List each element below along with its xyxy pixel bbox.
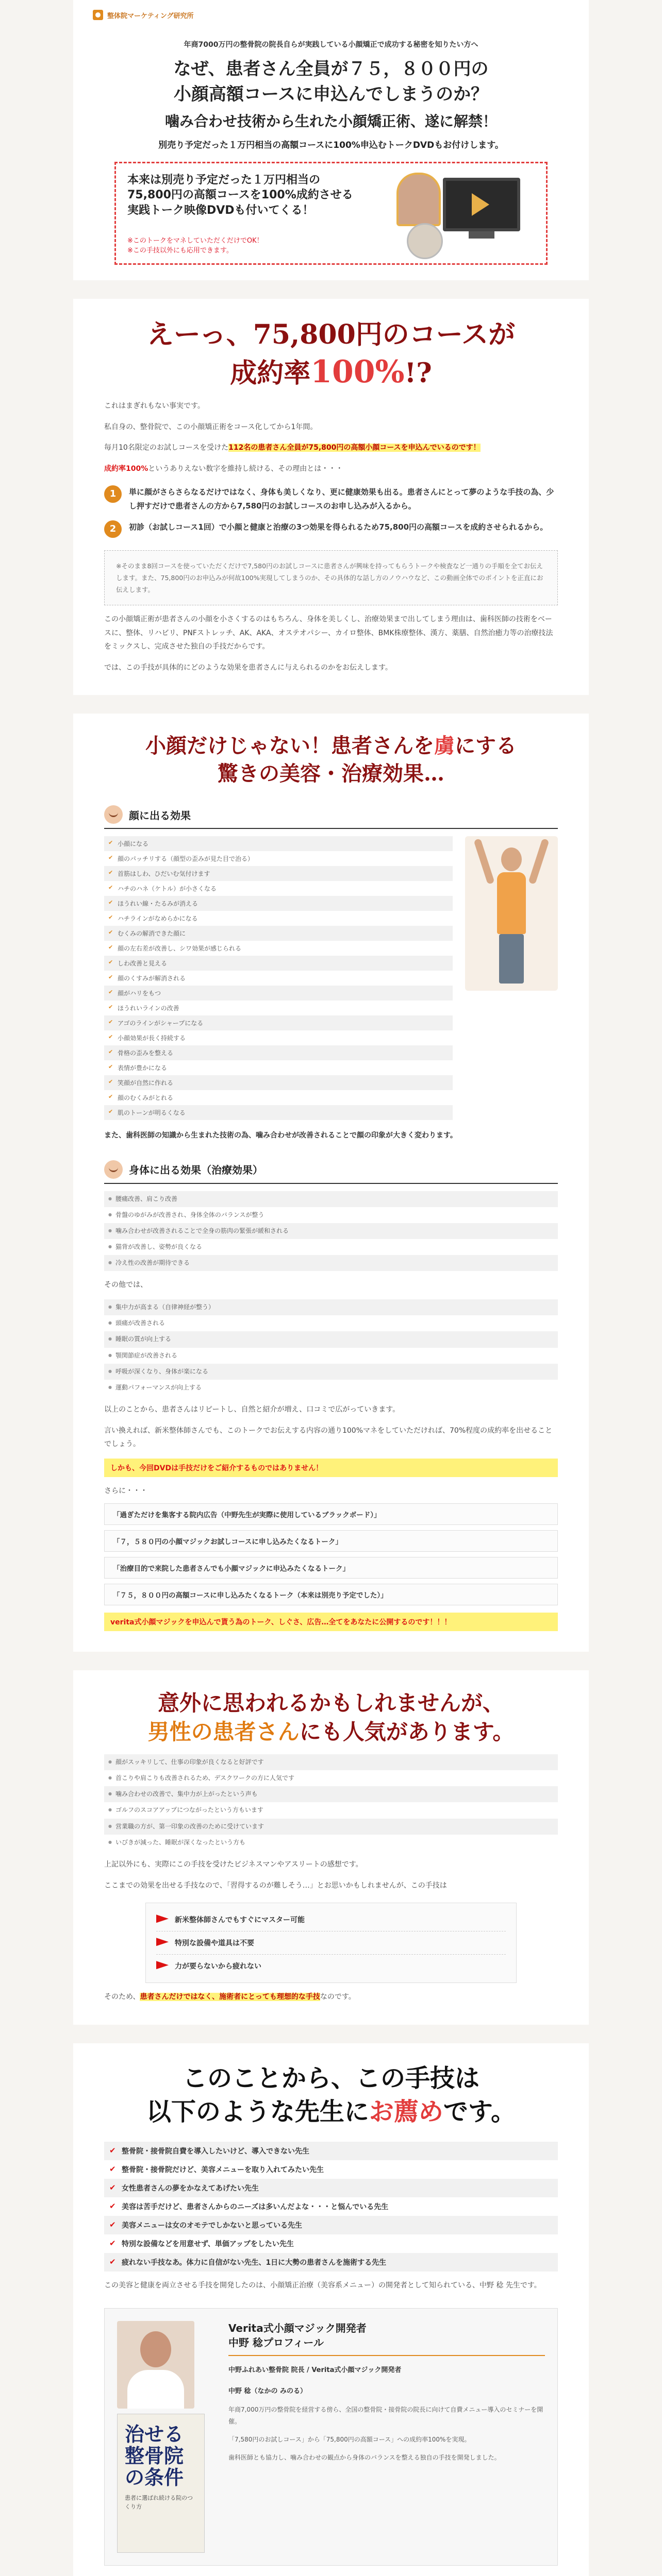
- effects-section: [73, 714, 589, 1651]
- hero-sub: 別売り予定だった１万円相当の高額コースに100%申込むトークDVDもお付けします。: [158, 140, 504, 150]
- list-item: ✔ 肌のトーンが明るくなる: [104, 1105, 453, 1120]
- conversion-title: [104, 317, 558, 393]
- body-effects-title: 身体に出る効果（治療効果）: [129, 1164, 263, 1176]
- reason-text-2: 初診（お試しコース1回）で小顔と健康と治療の3つ効果を得られるため75,800円の高額コースを成約させられるから。: [129, 522, 548, 532]
- gray-note: ※そのまま8回コースを使っていただくだけで7,580円のお試しコースに患者さんが興味を持ってもらうトークや検査など一通りの手順を全てお伝えします。また、75,800円のお申込みが何故100%実現してしまうのか、その具体的な話し方のノウハウなど、この動画全体でのポイントを正直にお伝えします。: [104, 550, 558, 605]
- list-item: ● 腰痛改善、肩こり改善: [104, 1191, 558, 1207]
- merit-item: 特別な設備や道具は不要: [156, 1931, 506, 1955]
- face-effects-note: また、歯科医師の知識から生まれた技術の為、噛み合わせが改善されることで顔の印象が大きく変わります。: [104, 1131, 457, 1140]
- face-effects-heading: [104, 805, 558, 829]
- conversion-title-line-1: えーっ、75,800円のコースが: [146, 318, 516, 350]
- section-gap: [0, 1652, 662, 1670]
- smile-face-icon: [104, 805, 123, 824]
- male-title-em: 男性の患者さん: [147, 1719, 300, 1745]
- list-item: ✔ 顔がハリをもつ: [104, 986, 453, 1001]
- face-effects-wrap: [104, 836, 558, 1120]
- list-item: ✔ しわ改善と見える: [104, 956, 453, 971]
- profile-para-3: 歯科医師とも協力し、噛み合わせの観点から身体のバランスを整える独自の手技を開発しました。: [228, 2453, 501, 2461]
- male-section: [73, 1670, 589, 2025]
- list-item: ✔ 笑顔が自然に作れる: [104, 1075, 453, 1090]
- recommend-title-part: 以下のような先生に: [146, 2097, 369, 2126]
- face-effects-title: 顔に出る効果: [129, 809, 191, 822]
- hero-headline-line-2: 小顔高額コースに申込んでしまうのか？: [173, 84, 489, 105]
- offer-note-1: ※このトークをマネしていただくだけでOK！: [127, 236, 263, 245]
- recommend-list: [104, 2142, 558, 2272]
- offer-box: [114, 162, 548, 265]
- profile-name: 中野 稔（なかの みのる）: [228, 2387, 307, 2395]
- main-column-3: [73, 714, 589, 1651]
- para-ideal-lead: そのため、: [104, 1993, 140, 2002]
- list-item: ✔ 表情が豊かになる: [104, 1060, 453, 1075]
- main-column-5: [73, 2043, 589, 2576]
- conversion-section: [73, 299, 589, 696]
- include-item: 「７，５８０円の小顔マジックお試しコースに申し込みたくなるトーク」: [104, 1530, 558, 1552]
- dvd-notice: しかも、今回DVDは手技だけをご紹介するものではありません！: [104, 1459, 558, 1477]
- recommend-title-part: です。: [443, 2097, 516, 2126]
- list-item: ● 噛み合わせが改善されることで全身の筋肉の緊張が緩和される: [104, 1223, 558, 1239]
- pose-arm: [528, 838, 549, 885]
- list-item: ✔ 顔のくすみが解消される: [104, 971, 453, 986]
- section-gap: [0, 2025, 662, 2043]
- para-developer: この美容と健康を両立させる手技を開発したのは、小顔矯正治療（美容系メニュー）の開発者として知られている、中野 稔 先生です。: [104, 2281, 541, 2290]
- list-item: ● ゴルフのスコアアップにつながったという方もいます: [104, 1802, 558, 1818]
- para-ideal-highlight: 患者さんだけではなく、施術者にとっても理想的な手技: [140, 1993, 320, 2002]
- final-notice: verita式小顔マジックを申込んで貰う為のトーク、しぐさ、広告…全てをあなたに公開するのです！！！: [104, 1613, 558, 1631]
- effects-title: [104, 732, 558, 788]
- list-item: ● 首こりや肩こりも改善されるため、デスクワークの方に人気です: [104, 1770, 558, 1786]
- offer-line-1: 本来は別売り予定だった１万円相当の: [127, 173, 321, 187]
- profile-card: [104, 2308, 558, 2566]
- conversion-title-line-2: [104, 352, 558, 392]
- pose-arm: [473, 838, 494, 885]
- para-next: では、この手技が具体的にどのような効果を患者さんに与えられるのかをお伝えします。: [104, 663, 392, 672]
- male-title: [104, 1689, 558, 1747]
- male-benefits-list: [104, 1754, 558, 1851]
- para-ideal-end: なのです。: [320, 1993, 356, 2002]
- effects-title-line-1: [104, 732, 558, 760]
- others-label: その他では、: [104, 1281, 147, 1290]
- effects-title-em: 虜: [434, 734, 455, 758]
- reasons-list: [104, 485, 558, 538]
- recommend-section: [73, 2043, 589, 2576]
- list-item: ● 噛み合わせの改善で、集中力が上がったという声も: [104, 1786, 558, 1802]
- conversion-title-pct: 100%: [310, 354, 405, 391]
- top-bar: [73, 0, 589, 30]
- monitor-stand: [469, 231, 494, 239]
- list-item: ● 冷え性の改善が期待できる: [104, 1255, 558, 1271]
- profile-heading-1: Verita式小顔マジック開発者: [228, 2322, 367, 2334]
- main-column-4: [73, 1670, 589, 2025]
- list-item: ✔ 整骨院・接骨院だけど、美容メニューを取り入れてみたい先生: [104, 2160, 558, 2179]
- stretching-woman-image: [465, 836, 558, 991]
- list-item: ✔ 特別な設備などを用意せず、単価アップをしたい先生: [104, 2234, 558, 2253]
- logo-icon[interactable]: [93, 10, 103, 20]
- book-cover: [117, 2414, 205, 2553]
- list-item: ● 営業職の方が、第一印象の改善のために受けています: [104, 1819, 558, 1835]
- reason-item: [104, 520, 558, 538]
- list-item: ✔ 小顔になる: [104, 836, 453, 851]
- profile-para-2: 「7,580円のお試しコース」から「75,800円の高額コース」への成約率100%を実現。: [228, 2435, 471, 2443]
- merit-item: 力が要らないから疲れない: [156, 1955, 506, 1977]
- list-item: ✔ ほうれいラインの改善: [104, 1001, 453, 1015]
- pose-body: [497, 872, 526, 934]
- video-player-icon: [443, 178, 520, 231]
- list-item: ● 呼吸が深くなり、身体が楽になる: [104, 1364, 558, 1380]
- profile-org: 中野ふれあい整骨院 院長 / Verita式小顔マジック開発者: [228, 2366, 402, 2374]
- conversion-title-rate: 成約率: [230, 358, 311, 389]
- offer-note-2: ※この手技以外にも応用できます。: [127, 247, 233, 255]
- hero-headline: [104, 57, 558, 108]
- hero-subheadline: 噛み合わせ技術から生れた小顔矯正術、遂に解禁！: [164, 112, 497, 130]
- list-item: ● 頭痛が改善される: [104, 1315, 558, 1331]
- list-item: ✔ むくみの解消できた顔に: [104, 926, 453, 941]
- list-item: ● 顎関節症が改善される: [104, 1348, 558, 1364]
- list-item: ✔ 美容メニューは女のオモテでしかないと思っている先生: [104, 2216, 558, 2234]
- para-rate-rest: というありえない数字を維持し続ける、その理由とは・・・: [148, 464, 343, 473]
- list-item: ✔ アゴのラインがシャープになる: [104, 1015, 453, 1030]
- recommend-title: [104, 2062, 558, 2129]
- list-item: ✔ 疲れない手技なあ。体力に自信がない先生、1日に大勢の患者さんを施術する先生: [104, 2253, 558, 2272]
- dvd-product-image: [386, 170, 536, 257]
- merit-item: 新米整体師さんでもすぐにマスター可能: [156, 1908, 506, 1931]
- para-rate: [104, 462, 558, 476]
- includes-label: さらに・・・: [104, 1486, 147, 1495]
- para-novice: 言い換えれば、新米整体師さんでも、このトークでお伝えする内容の通り100%マネをしていただければ、70%程度の成約率を出せることでしょう。: [104, 1426, 553, 1449]
- dvd-disc-icon: [407, 223, 443, 259]
- male-title-line-1: 意外に思われるかもしれませんが、: [157, 1690, 504, 1716]
- logo-text[interactable]: 整体院マーケティング研究所: [107, 12, 194, 20]
- para-origin: この小顔矯正術が患者さんの小顔を小さくするのはもちろん、身体を美しくし、治療効果まで出してしまう理由は、歯科医師の技術をベースに、整体、リハビリ、PNFストレッチ、AK、AKA、オステオパシー、カイロ整体、BMK株療整体、漢方、薬膳、自然治癒力等の治療技法をミックスし、完成させた独自の手技だからです。: [104, 615, 553, 651]
- profile-heading-2: 中野 稔プロフィール: [228, 2336, 324, 2349]
- list-item: ● 運動パフォーマンスが向上する: [104, 1380, 558, 1396]
- book-subtitle: 患者に選ばれ続ける院のつくり方: [125, 2495, 193, 2510]
- list-item: ✔ 骨格の歪みを整える: [104, 1045, 453, 1060]
- face-effects-list: [104, 836, 453, 1120]
- include-item: 「治療目的で来院した患者さんでも小顔マジックに申込みたくなるトーク」: [104, 1557, 558, 1579]
- hero-section: [73, 30, 589, 280]
- conversion-title-mark: !?: [404, 358, 432, 389]
- include-item: 「７５，８００円の高額コースに申し込みたくなるトーク（本来は別売り予定でした）」: [104, 1584, 558, 1605]
- section-gap: [0, 280, 662, 299]
- list-item: ✔ 顔の左右差が改善し、シワ効果が感じられる: [104, 941, 453, 956]
- effects-title-part: にする: [455, 734, 517, 758]
- list-item: ✔ 顔のむくみがとれる: [104, 1090, 453, 1105]
- presenter-photo: [396, 173, 441, 226]
- include-item: 「過ぎただけを集客する院内広告（中野先生が実際に使用しているブラックボード）」: [104, 1503, 558, 1525]
- book-title: 治せる整骨院の条件: [125, 2422, 184, 2489]
- list-item: ✔ ほうれい線・たるみが消える: [104, 896, 453, 911]
- para-feedback: 上記以外にも、実際にこの手技を受けたビジネスマンやアスリートの感想です。: [104, 1860, 363, 1869]
- list-item: ✔ 首筋はしわ、ひだいむ気付けます: [104, 866, 453, 881]
- profile-media: [117, 2321, 215, 2553]
- effects-title-part: じゃない！: [228, 734, 331, 758]
- recommend-title-em: お薦め: [369, 2097, 443, 2126]
- para-repeat: 以上のことから、患者さんはリピートし、自然と紹介が増え、口コミで広がっていきます。: [104, 1405, 400, 1414]
- body-effects-heading: [104, 1160, 558, 1184]
- hero-lead: 年商7000万円の整骨院の院長自らが実践している小顔矯正で成功する秘密を知りたい方へ: [184, 41, 478, 49]
- profile-text: [228, 2321, 545, 2553]
- para-rate-red: 成約率100%: [104, 464, 148, 473]
- merits-box: [145, 1903, 517, 1983]
- number-badge-1: 1: [104, 485, 122, 503]
- other-effects-list: [104, 1299, 558, 1396]
- para-fact: これはまぎれもない事実です。: [104, 402, 205, 411]
- list-item: ● 顔がスッキリして、仕事の印象が良くなると好評です: [104, 1754, 558, 1770]
- developer-photo: [117, 2321, 194, 2409]
- main-column-2: [73, 299, 589, 696]
- reason-item: [104, 485, 558, 513]
- list-item: ✔ ハチラインがなめらかになる: [104, 911, 453, 926]
- profile-heading: [228, 2321, 545, 2356]
- offer-line-3: 実践トーク映像DVDも付いてくる！: [127, 204, 314, 217]
- list-item: ✔ 整骨院・接骨院自費を導入したいけど、導入できない先生: [104, 2142, 558, 2160]
- pose-legs: [499, 934, 524, 984]
- recommend-title-line-2: [104, 2095, 558, 2129]
- para-patients-highlight: 112名の患者さん全員が75,800円の高額小顔コースを申込んでいるのです！: [228, 444, 481, 452]
- reason-text-1: 単に顔がさらさらなるだけではなく、身体も美しくなり、更に健康効果も出る。患者さんにとって夢のような手技の為、少し押すだけで患者さんの方から7,580円のお試しコースのお申し込みが入るから。: [129, 487, 554, 511]
- body-effects-list: [104, 1191, 558, 1272]
- number-badge-2: 2: [104, 520, 122, 538]
- pose-head: [501, 848, 522, 871]
- recommend-title-line-1: このことから、この手技は: [182, 2063, 479, 2093]
- male-title-rest: にも人気があります。: [299, 1719, 515, 1745]
- para-easy: ここまでの効果を出せる手技なので、「習得するのが難しそう…」とお思いかもしれませんが、この手技は: [104, 1881, 447, 1890]
- effects-title-line-2: 驚きの美容・治療効果…: [218, 761, 444, 786]
- offer-line-2: 75,800円の高額コースを100%成約させる: [127, 189, 353, 202]
- list-item: ● 骨盤のゆがみが改善され、身体全体のバランスが整う: [104, 1207, 558, 1223]
- effects-title-part: 患者さんを: [331, 734, 434, 758]
- list-item: ✔ 美容は苦手だけど、患者さんからのニーズは多いんだよな・・・と悩んでいる先生: [104, 2197, 558, 2216]
- list-item: ✔ 小顔効果が長く持続する: [104, 1030, 453, 1045]
- list-item: ● 猫背が改善し、姿勢が良くなる: [104, 1239, 558, 1255]
- para-ideal: [104, 1990, 558, 2004]
- list-item: ✔ 女性患者さんの夢をかなえてあげたい先生: [104, 2179, 558, 2197]
- list-item: ✔ 顔のパッチリする（顔型の歪みが見た目で治る）: [104, 851, 453, 866]
- list-item: ● いびきが減った、睡眠が深くなったという方も: [104, 1835, 558, 1851]
- list-item: ● 集中力が高まる（自律神経が整う）: [104, 1299, 558, 1315]
- list-item: ● 睡眠の質が向上する: [104, 1331, 558, 1347]
- main-column: [73, 0, 589, 280]
- effects-title-part: 小顔だけ: [145, 734, 228, 758]
- para-year: 私自身の、整骨院で、この小顔矯正術をコース化してから1年間。: [104, 422, 318, 431]
- profile-para-1: 年商7,000万円の整骨院を経営する傍ら、全国の整骨院・接骨院の院長に向けて自費メニュー導入のセミナーを開催。: [228, 2406, 543, 2426]
- para-patients-lead: 毎月10名限定のお試しコースを受けた: [104, 444, 229, 452]
- section-gap: [0, 695, 662, 714]
- para-patients: [104, 441, 558, 455]
- list-item: ✔ ハチのハネ（ケトル）が小さくなる: [104, 881, 453, 896]
- hero-headline-line-1: なぜ、患者さん全員が７５，８００円の: [173, 59, 489, 79]
- smile-face-icon: [104, 1160, 123, 1179]
- male-title-line-2: [104, 1718, 558, 1747]
